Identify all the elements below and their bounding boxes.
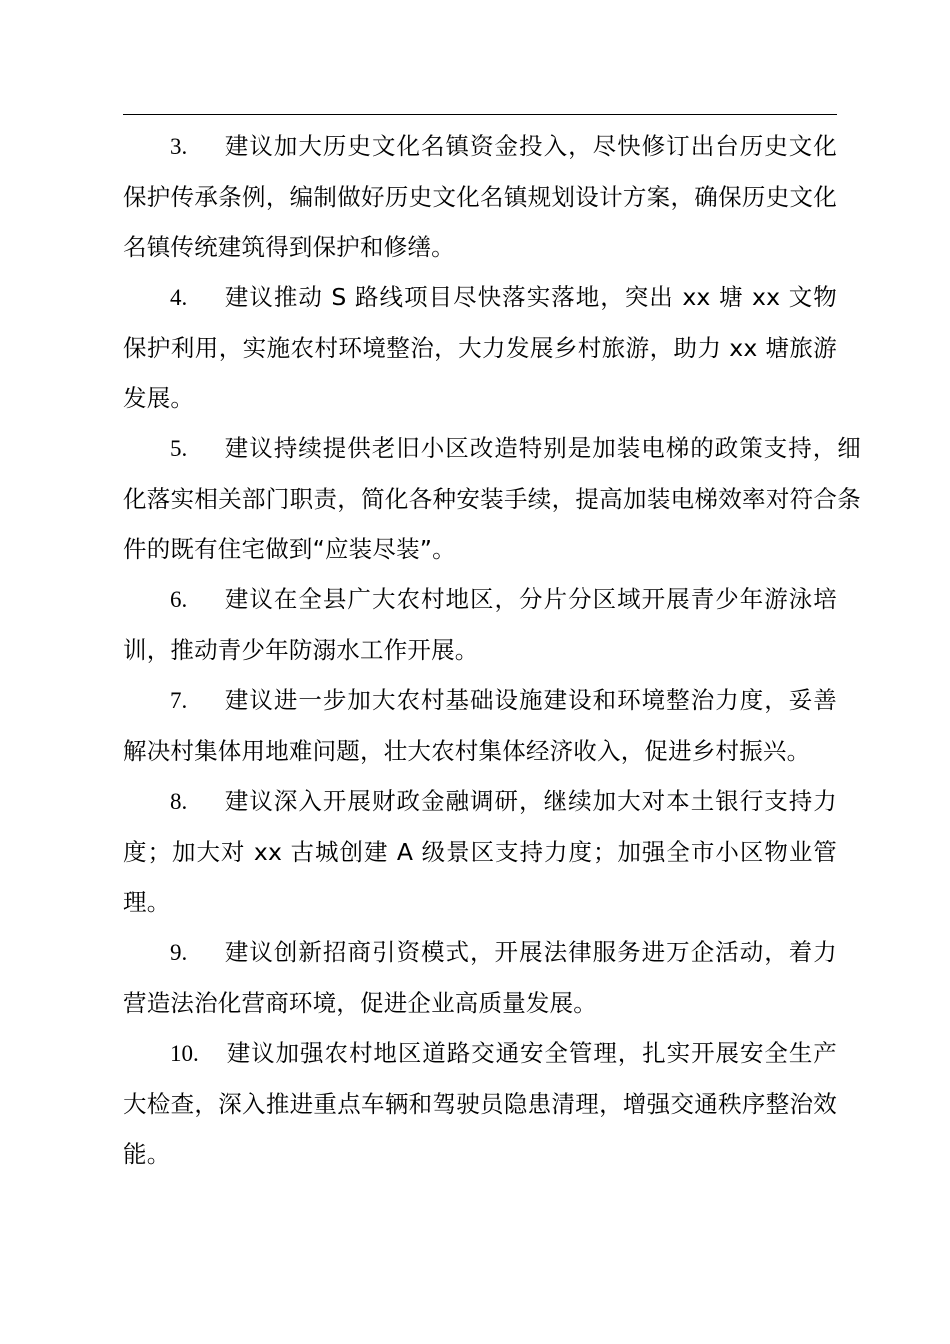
list-item-3: [123, 121, 837, 272]
item-number: 9.: [170, 940, 188, 965]
list-item-8: [123, 776, 837, 927]
item-number: 5.: [170, 436, 188, 461]
item-text: 建议创新招商引资模式，开展法律服务进万企活动，着力营造法治化营商环境，促进企业高质量发展。: [123, 938, 837, 1017]
item-number: 8.: [170, 789, 188, 814]
list-item-7: [123, 675, 837, 776]
list-item-5: [123, 423, 861, 574]
item-text: 建议持续提供老旧小区改造特别是加装电梯的政策支持，细化落实相关部门职责，简化各种安装手续，提高加装电梯效率对符合条件的既有住宅做到“应装尽装”。: [123, 434, 861, 563]
item-text: 建议加强农村地区道路交通安全管理，扎实开展安全生产大检查，深入推进重点车辆和驾驶员隐患清理，增强交通秩序整治效能。: [123, 1039, 837, 1168]
item-text: 建议加大历史文化名镇资金投入，尽快修订出台历史文化保护传承条例，编制做好历史文化名镇规划设计方案，确保历史文化名镇传统建筑得到保护和修缮。: [123, 132, 837, 261]
item-number: 4.: [170, 285, 188, 310]
item-number: 10.: [170, 1041, 199, 1066]
item-number: 6.: [170, 587, 188, 612]
header-rule: [123, 114, 837, 115]
item-text: 建议推动 S 路线项目尽快落实落地，突出 xx 塘 xx 文物保护利用，实施农村环境整治，大力发展乡村旅游，助力 xx 塘旅游发展。: [123, 283, 837, 412]
item-text: 建议进一步加大农村基础设施建设和环境整治力度，妥善解决村集体用地难问题，壮大农村集体经济收入，促进乡村振兴。: [123, 686, 837, 765]
list-item-4: [123, 272, 837, 423]
document-body: [123, 121, 861, 1179]
list-item-9: [123, 927, 837, 1028]
item-number: 3.: [170, 134, 188, 159]
item-text: 建议在全县广大农村地区，分片分区域开展青少年游泳培训，推动青少年防溺水工作开展。: [123, 585, 837, 664]
item-number: 7.: [170, 688, 188, 713]
list-item-10: [123, 1028, 837, 1179]
item-text: 建议深入开展财政金融调研，继续加大对本土银行支持力度；加大对 xx 古城创建 A 级景区支持力度；加强全市小区物业管理。: [123, 787, 837, 916]
list-item-6: [123, 574, 837, 675]
